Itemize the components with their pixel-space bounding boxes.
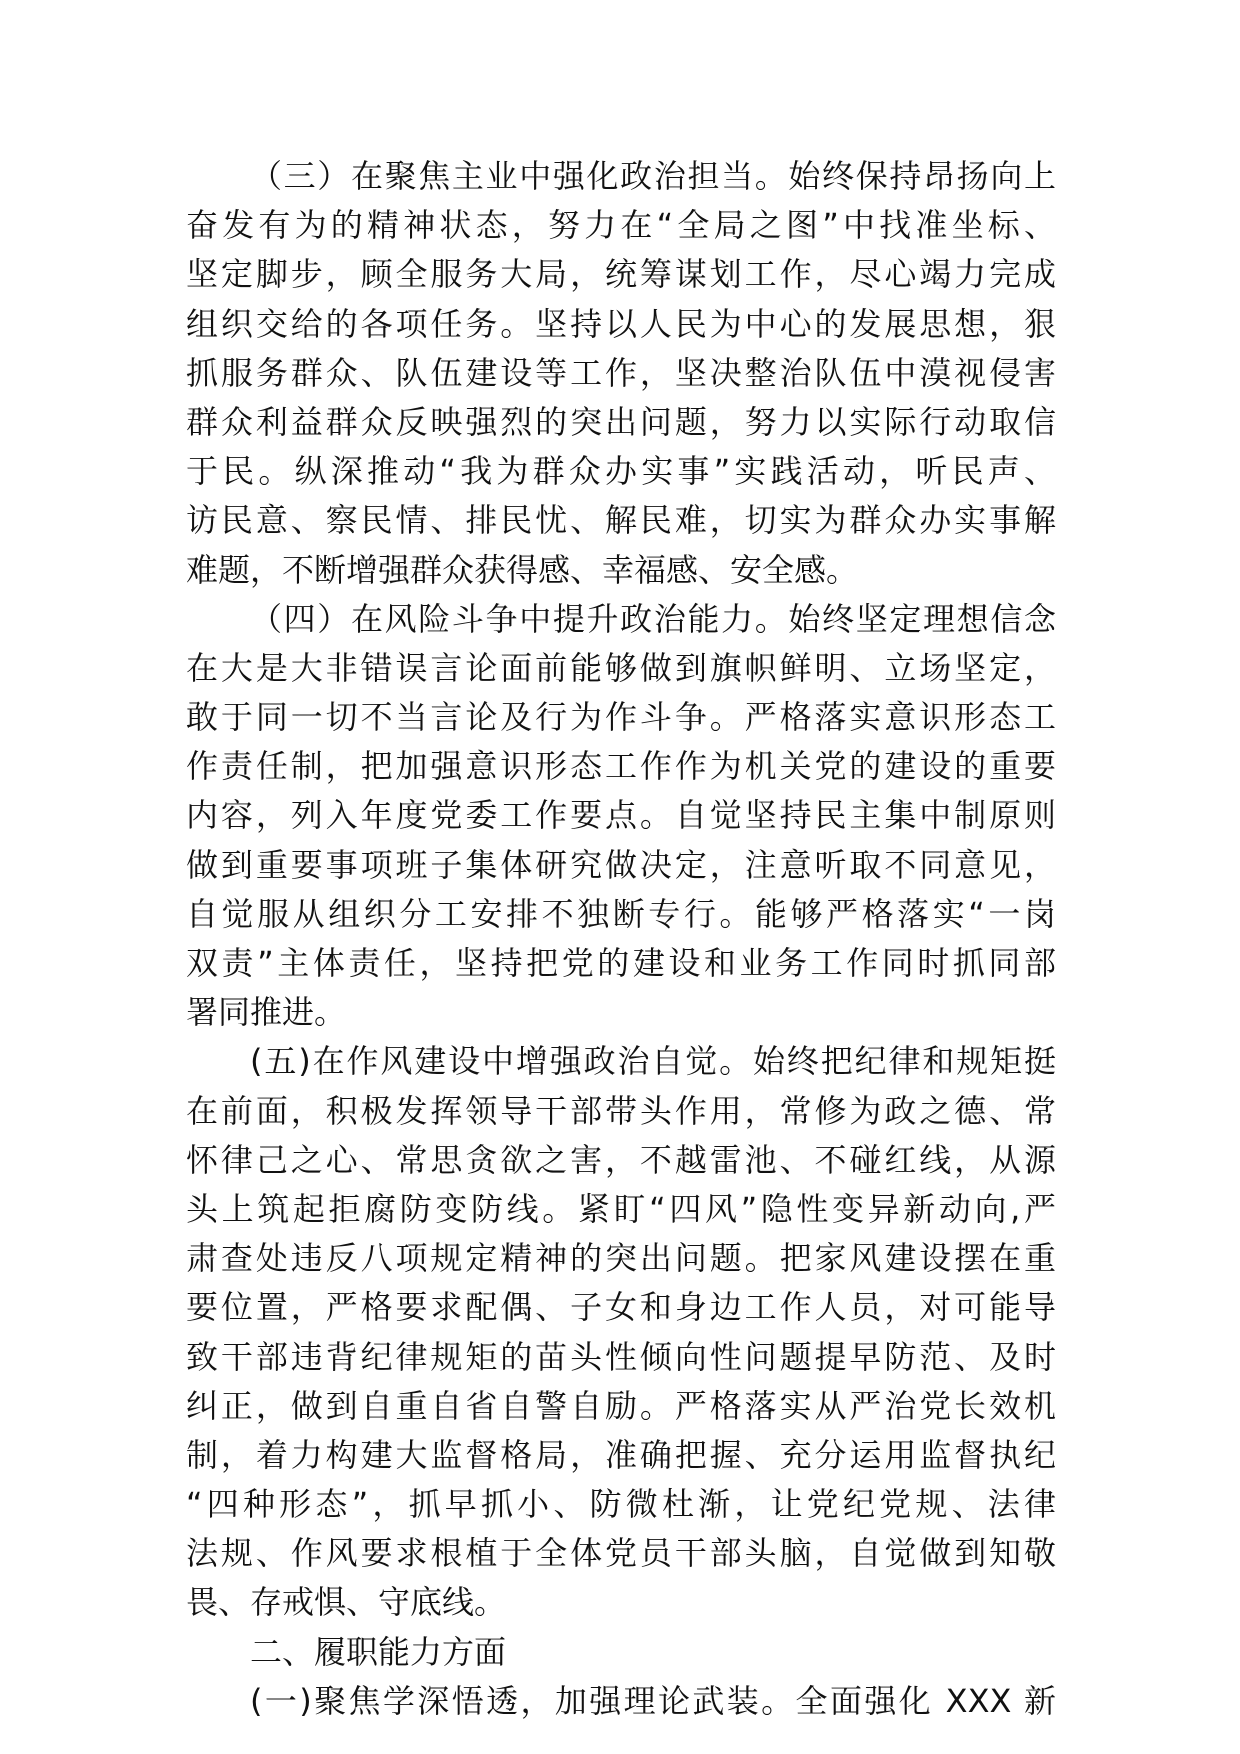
text-line: （三）在聚焦主业中强化政治担当。始终保持昂扬向上 <box>250 157 1056 195</box>
text-line: (五)在作风建设中增强政治自觉。始终把纪律和规矩挺 <box>250 1042 1056 1081</box>
text-line: (一)聚焦学深悟透，加强理论武装。全面强化 XXX 新 <box>250 1681 1056 1720</box>
text-line: 要位置，严格要求配偶、子女和身边工作人员，对可能导 <box>186 1288 1056 1327</box>
text-line: 奋发有为的精神状态，努力在“全局之图”中找准坐标、 <box>186 206 1056 245</box>
text-line: 抓服务群众、队伍建设等工作，坚决整治队伍中漠视侵害 <box>186 353 1056 392</box>
text-line: 做到重要事项班子集体研究做决定，注意听取不同意见， <box>186 845 1056 884</box>
text-line: 坚定脚步，顾全服务大局，统筹谋划工作，尽心竭力完成 <box>186 255 1056 294</box>
text-line: 肃查处违反八项规定精神的突出问题。把家风建设摆在重 <box>186 1239 1056 1278</box>
text-line: 访民意、察民情、排民忧、解民难，切实为群众办实事解 <box>186 501 1056 540</box>
text-line: 在前面，积极发挥领导干部带头作用，常修为政之德、常 <box>186 1091 1056 1130</box>
text-line: （四）在风险斗争中提升政治能力。始终坚定理想信念 <box>250 599 1056 638</box>
text-line: 纠正，做到自重自省自警自励。严格落实从严治党长效机 <box>186 1386 1056 1425</box>
document-body <box>186 152 1056 1726</box>
text-line: 畏、存戒惧、守底线。 <box>186 1583 507 1622</box>
text-line: 群众利益群众反映强烈的突出问题，努力以实际行动取信 <box>186 402 1056 441</box>
text-line: 于民。纵深推动“我为群众办实事”实践活动，听民声、 <box>186 452 1056 491</box>
text-line: 在大是大非错误言论面前能够做到旗帜鲜明、立场坚定， <box>186 648 1056 687</box>
text-line: 敢于同一切不当言论及行为作斗争。严格落实意识形态工 <box>186 698 1056 737</box>
text-line: 致干部违背纪律规矩的苗头性倾向性问题提早防范、及时 <box>186 1337 1056 1376</box>
text-line: 头上筑起拒腐防变防线。紧盯“四风”隐性变异新动向,严 <box>186 1189 1056 1228</box>
text-line: 双责”主体责任，坚持把党的建设和业务工作同时抓同部 <box>186 944 1056 982</box>
text-line: 组织交给的各项任务。坚持以人民为中心的发展思想，狠 <box>186 304 1056 343</box>
text-line: “四种形态”，抓早抓小、防微杜渐，让党纪党规、法律 <box>186 1485 1056 1524</box>
text-line: 制，着力构建大监督格局，准确把握、充分运用监督执纪 <box>186 1435 1056 1474</box>
text-line: 二、履职能力方面 <box>250 1632 507 1671</box>
text-line: 法规、作风要求根植于全体党员干部头脑，自觉做到知敬 <box>186 1534 1056 1573</box>
text-line: 署同推进。 <box>186 993 347 1032</box>
text-line: 怀律己之心、常思贪欲之害，不越雷池、不碰红线，从源 <box>186 1140 1056 1179</box>
text-line: 作责任制，把加强意识形态工作作为机关党的建设的重要 <box>186 747 1056 786</box>
text-line: 难题，不断增强群众获得感、幸福感、安全感。 <box>186 550 859 589</box>
text-line: 内容，列入年度党委工作要点。自觉坚持民主集中制原则 <box>186 796 1056 835</box>
text-line: 自觉服从组织分工安排不独断专行。能够严格落实“一岗 <box>186 894 1056 933</box>
